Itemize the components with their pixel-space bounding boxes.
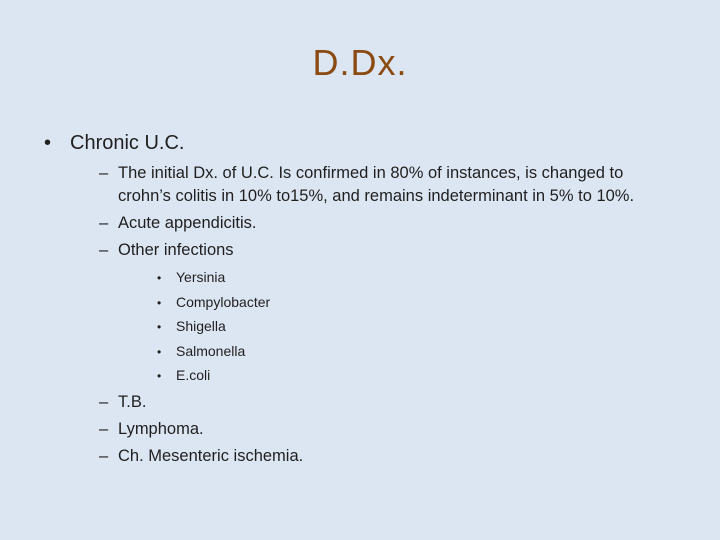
bullet-marker: • [157,295,162,310]
bullet-marker: • [157,369,162,383]
sub-item-text: Other infections [118,241,234,259]
infection-text: Yersinia [176,269,226,285]
dash-marker: – [99,214,109,232]
sub-item [99,418,694,441]
sub-item-text: Lymphoma. [118,419,204,438]
infections-list [157,266,694,389]
infection-item [157,340,694,365]
bullet-chronic-uc [44,130,694,156]
dash-marker: – [99,241,109,259]
infection-item [157,266,694,291]
bullet-text: Chronic U.C. [70,132,185,154]
infection-item [157,291,694,316]
slide-content [44,130,694,472]
bullet-marker: • [157,271,162,285]
infection-item [157,364,694,389]
sub-item-text: Acute appendicitis. [118,214,257,232]
infection-text: Salmonella [176,342,246,359]
infection-text: Shigella [176,318,226,334]
sub-list [99,162,694,468]
infection-text: E.coli [176,367,211,383]
dash-marker: – [99,392,109,411]
dash-marker: – [99,419,109,438]
bullet-marker: • [157,320,162,334]
sub-item-text: T.B. [118,392,147,411]
sub-item [99,212,694,235]
infection-item [157,315,694,340]
sub-item [99,162,694,208]
sub-item-text: The initial Dx. of U.C. Is confirmed in 80% of instances, is changed to crohn’s colitis in 10% to15%, and remains indeterminant in 5% to 10%. [118,164,635,205]
bullet-marker: • [44,132,52,154]
sub-item [99,239,694,262]
dash-marker: – [99,164,109,182]
dash-marker: – [99,446,109,465]
sub-item [99,391,694,414]
sub-item [99,445,694,468]
bullet-marker: • [157,344,162,359]
sub-item-text: Ch. Mesenteric ischemia. [118,446,304,465]
infection-text: Compylobacter [176,293,271,310]
slide-title: D.Dx. [312,42,408,83]
